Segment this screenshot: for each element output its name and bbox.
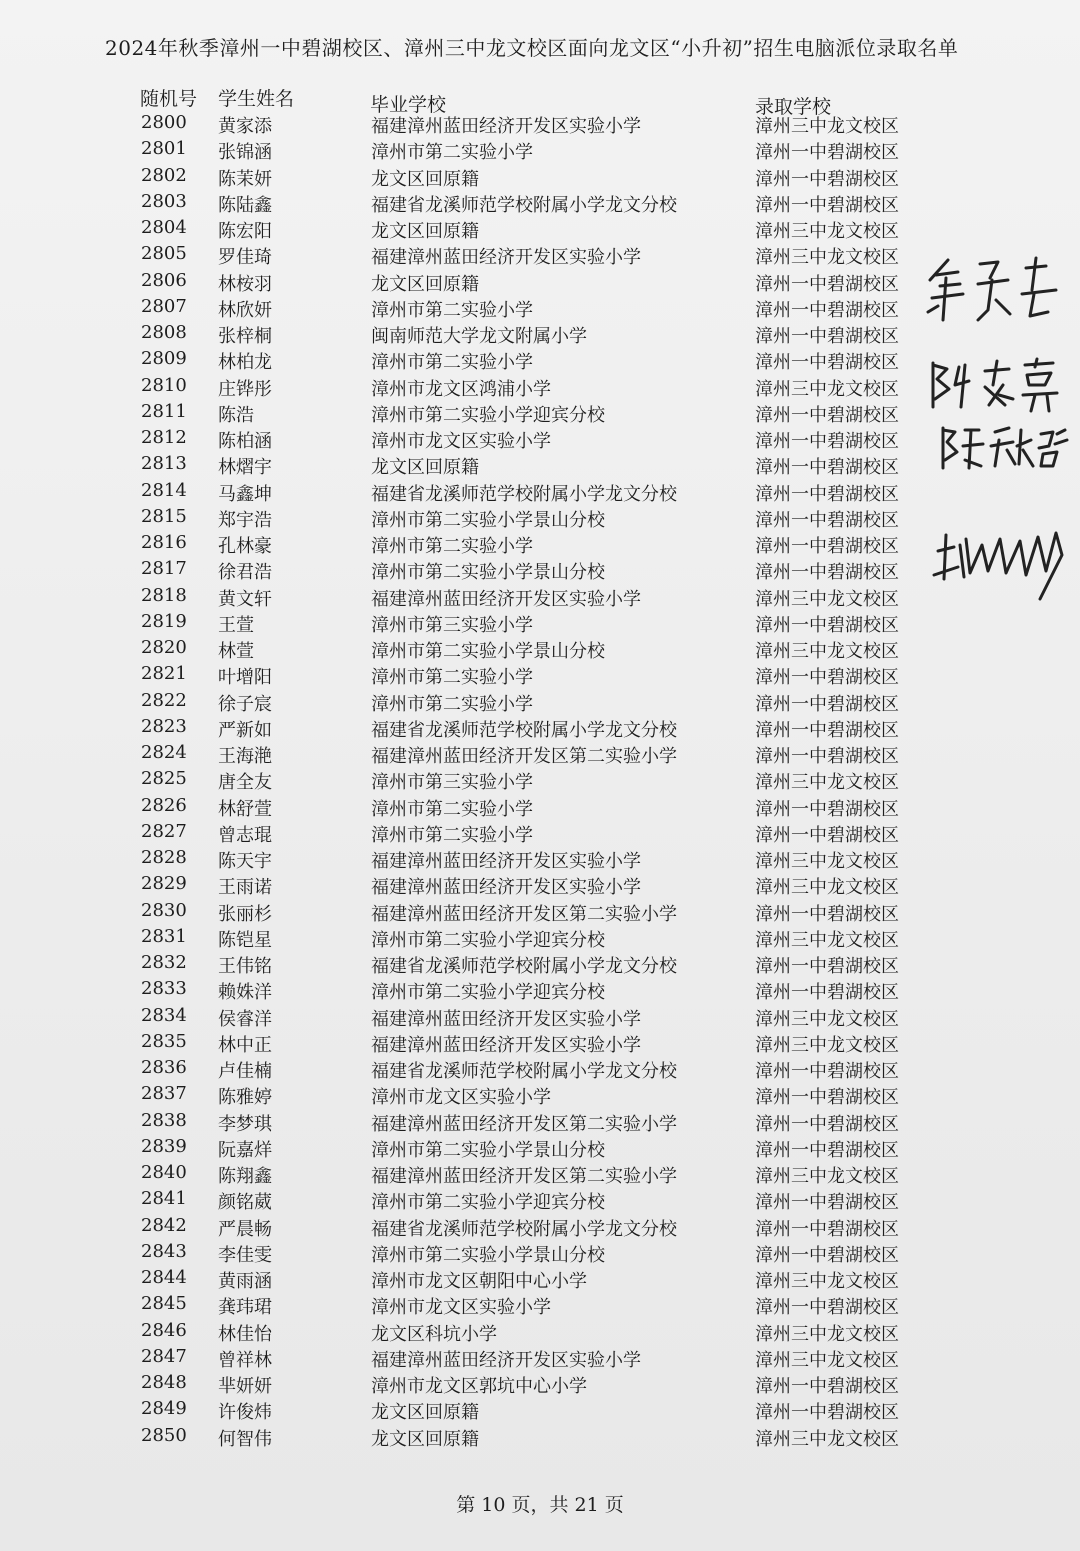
cell-admit: 漳州三中龙文校区 (755, 929, 899, 951)
cell-id: 2836 (141, 1057, 187, 1078)
cell-name: 张梓桐 (218, 326, 272, 347)
table-row (0, 1293, 1080, 1319)
cell-id: 2835 (141, 1030, 187, 1052)
cell-name: 芈妍妍 (218, 1376, 272, 1397)
cell-name: 叶增阳 (218, 667, 272, 689)
header-admit: 录取学校 (755, 96, 832, 118)
cell-admit: 漳州一中碧湖校区 (755, 667, 899, 689)
cell-admit: 漳州一中碧湖校区 (755, 614, 899, 636)
cell-name: 张丽杉 (218, 903, 272, 925)
cell-admit: 漳州三中龙文校区 (755, 1034, 899, 1056)
cell-admit: 漳州三中龙文校区 (755, 1271, 899, 1292)
cell-id: 2806 (141, 269, 187, 291)
cell-name: 唐全友 (218, 772, 272, 794)
cell-admit: 漳州一中碧湖校区 (755, 457, 899, 479)
cell-id: 2848 (141, 1372, 187, 1393)
cell-id: 2813 (141, 453, 187, 475)
cell-id: 2816 (141, 532, 187, 553)
cell-school: 福建漳州蓝田经济开发区实验小学 (371, 588, 641, 610)
cell-id: 2849 (141, 1398, 187, 1420)
cell-id: 2800 (141, 112, 187, 133)
cell-name: 严晨畅 (218, 1218, 272, 1240)
cell-name: 郑宇浩 (218, 509, 272, 531)
cell-id: 2826 (141, 794, 187, 816)
table-row (0, 506, 1080, 532)
cell-id: 2814 (141, 479, 187, 501)
cell-id: 2832 (141, 952, 187, 973)
cell-id: 2831 (141, 925, 187, 947)
cell-id: 2839 (141, 1135, 187, 1157)
table-row (0, 1320, 1080, 1346)
cell-admit: 漳州一中碧湖校区 (755, 1402, 899, 1424)
cell-id: 2824 (141, 742, 187, 763)
cell-school: 福建漳州蓝田经济开发区实验小学 (371, 851, 641, 872)
cell-name: 林舒萱 (218, 798, 272, 820)
cell-id: 2837 (141, 1083, 187, 1105)
cell-school: 漳州市第二实验小学 (371, 299, 533, 321)
cell-school: 福建省龙溪师范学校附属小学龙文分校 (371, 1218, 677, 1240)
cell-id: 2815 (141, 505, 187, 527)
table-row (0, 847, 1080, 873)
cell-name: 颜铭葳 (218, 1192, 272, 1214)
cell-id: 2828 (141, 847, 187, 868)
cell-school: 漳州市第二实验小学 (371, 536, 533, 557)
cell-admit: 漳州一中碧湖校区 (755, 719, 899, 741)
cell-admit: 漳州一中碧湖校区 (755, 824, 899, 846)
cell-school: 漳州市第二实验小学迎宾分校 (371, 1192, 605, 1214)
cell-school: 漳州市第二实验小学 (371, 693, 533, 715)
table-row (0, 1398, 1080, 1424)
cell-school: 漳州市龙文区实验小学 (371, 1297, 551, 1319)
cell-admit: 漳州一中碧湖校区 (755, 982, 899, 1004)
cell-id: 2802 (141, 164, 187, 186)
cell-name: 林中正 (218, 1034, 272, 1056)
table-row (0, 217, 1080, 243)
cell-school: 福建漳州蓝田经济开发区实验小学 (371, 116, 641, 137)
cell-admit: 漳州三中龙文校区 (755, 588, 899, 610)
cell-admit: 漳州一中碧湖校区 (755, 693, 899, 715)
table-row (0, 1031, 1080, 1057)
header-name: 学生姓名 (218, 88, 295, 110)
table-row (0, 1083, 1080, 1109)
cell-admit: 漳州一中碧湖校区 (755, 404, 899, 426)
cell-admit: 漳州三中龙文校区 (755, 1323, 899, 1345)
table-header (0, 84, 1080, 118)
cell-name: 何智伟 (218, 1428, 272, 1450)
cell-school: 龙文区回原籍 (371, 1402, 479, 1424)
table-row (0, 795, 1080, 821)
cell-name: 陈柏涵 (218, 431, 272, 452)
cell-admit: 漳州一中碧湖校区 (755, 352, 899, 374)
cell-name: 林柏龙 (218, 352, 272, 374)
cell-school: 福建漳州蓝田经济开发区实验小学 (371, 1349, 641, 1371)
table-row (0, 637, 1080, 663)
cell-id: 2801 (141, 138, 187, 160)
cell-school: 漳州市第二实验小学迎宾分校 (371, 404, 605, 426)
cell-name: 许俊炜 (218, 1402, 272, 1424)
cell-admit: 漳州一中碧湖校区 (755, 956, 899, 977)
cell-admit: 漳州一中碧湖校区 (755, 194, 899, 216)
cell-school: 福建漳州蓝田经济开发区第二实验小学 (371, 1113, 677, 1135)
cell-name: 王雨诺 (218, 877, 272, 899)
cell-school: 福建省龙溪师范学校附属小学龙文分校 (371, 194, 677, 216)
cell-name: 张锦涵 (218, 142, 272, 164)
cell-admit: 漳州三中龙文校区 (755, 877, 899, 899)
table-row (0, 742, 1080, 768)
table-row (0, 375, 1080, 401)
cell-admit: 漳州一中碧湖校区 (755, 509, 899, 531)
cell-admit: 漳州一中碧湖校区 (755, 142, 899, 164)
table-row (0, 401, 1080, 427)
table-row (0, 348, 1080, 374)
cell-name: 陈翔鑫 (218, 1166, 272, 1187)
cell-id: 2830 (141, 899, 187, 921)
table-row (0, 138, 1080, 164)
cell-id: 2829 (141, 873, 187, 895)
cell-name: 马鑫坤 (218, 483, 272, 505)
table-row (0, 1057, 1080, 1083)
cell-school: 漳州市第二实验小学迎宾分校 (371, 982, 605, 1004)
cell-id: 2818 (141, 584, 187, 606)
cell-school: 漳州市第二实验小学 (371, 142, 533, 164)
cell-admit: 漳州一中碧湖校区 (755, 1297, 899, 1319)
cell-school: 福建漳州蓝田经济开发区实验小学 (371, 1008, 641, 1030)
cell-id: 2807 (141, 295, 187, 317)
table-row (0, 1110, 1080, 1136)
cell-admit: 漳州三中龙文校区 (755, 641, 899, 662)
cell-name: 徐君浩 (218, 562, 272, 584)
cell-school: 福建省龙溪师范学校附属小学龙文分校 (371, 719, 677, 741)
cell-school: 漳州市第三实验小学 (371, 614, 533, 636)
cell-id: 2803 (141, 190, 187, 212)
cell-name: 卢佳楠 (218, 1061, 272, 1082)
cell-admit: 漳州三中龙文校区 (755, 247, 899, 269)
cell-id: 2809 (141, 348, 187, 370)
cell-name: 阮嘉烊 (218, 1139, 272, 1161)
cell-name: 林桉羽 (218, 273, 272, 295)
cell-school: 漳州市第二实验小学景山分校 (371, 1139, 605, 1161)
cell-id: 2833 (141, 978, 187, 1000)
cell-admit: 漳州一中碧湖校区 (755, 299, 899, 321)
cell-school: 漳州市第二实验小学 (371, 798, 533, 820)
cell-admit: 漳州三中龙文校区 (755, 851, 899, 872)
cell-school: 福建漳州蓝田经济开发区实验小学 (371, 247, 641, 269)
cell-name: 黄文轩 (218, 588, 272, 610)
cell-name: 李梦琪 (218, 1113, 272, 1135)
cell-id: 2841 (141, 1188, 187, 1210)
cell-name: 龚玮珺 (218, 1297, 272, 1319)
table-row (0, 1215, 1080, 1241)
cell-school: 漳州市第三实验小学 (371, 772, 533, 794)
cell-id: 2808 (141, 322, 187, 343)
cell-admit: 漳州一中碧湖校区 (755, 1376, 899, 1397)
table-row (0, 585, 1080, 611)
cell-id: 2834 (141, 1004, 187, 1026)
cell-id: 2820 (141, 637, 187, 658)
cell-admit: 漳州一中碧湖校区 (755, 431, 899, 452)
cell-id: 2850 (141, 1424, 187, 1446)
cell-id: 2822 (141, 689, 187, 711)
table-row (0, 768, 1080, 794)
cell-id: 2817 (141, 558, 187, 580)
cell-admit: 漳州一中碧湖校区 (755, 562, 899, 584)
cell-id: 2840 (141, 1162, 187, 1183)
cell-id: 2845 (141, 1293, 187, 1315)
cell-school: 福建省龙溪师范学校附属小学龙文分校 (371, 956, 677, 977)
cell-school: 漳州市第二实验小学景山分校 (371, 641, 605, 662)
cell-school: 漳州市第二实验小学景山分校 (371, 562, 605, 584)
cell-id: 2810 (141, 374, 187, 396)
cell-admit: 漳州一中碧湖校区 (755, 273, 899, 295)
cell-admit: 漳州一中碧湖校区 (755, 1218, 899, 1240)
cell-school: 龙文区科坑小学 (371, 1323, 497, 1345)
cell-id: 2819 (141, 610, 187, 632)
cell-id: 2812 (141, 427, 187, 448)
cell-school: 龙文区回原籍 (371, 457, 479, 479)
cell-name: 严新如 (218, 719, 272, 741)
cell-admit: 漳州一中碧湖校区 (755, 1244, 899, 1266)
cell-admit: 漳州三中龙文校区 (755, 221, 899, 242)
table-row (0, 1346, 1080, 1372)
cell-admit: 漳州一中碧湖校区 (755, 903, 899, 925)
cell-school: 漳州市第二实验小学 (371, 824, 533, 846)
signature-1 (918, 250, 1068, 330)
cell-admit: 漳州一中碧湖校区 (755, 1061, 899, 1082)
cell-name: 曾祥林 (218, 1349, 272, 1371)
cell-id: 2805 (141, 243, 187, 265)
cell-admit: 漳州三中龙文校区 (755, 1349, 899, 1371)
cell-name: 黄雨涵 (218, 1271, 272, 1292)
cell-id: 2838 (141, 1109, 187, 1131)
cell-admit: 漳州一中碧湖校区 (755, 483, 899, 505)
table-row (0, 165, 1080, 191)
table-row (0, 1136, 1080, 1162)
table-row (0, 690, 1080, 716)
table-row (0, 926, 1080, 952)
cell-admit: 漳州一中碧湖校区 (755, 536, 899, 557)
cell-admit: 漳州一中碧湖校区 (755, 798, 899, 820)
table-row (0, 558, 1080, 584)
cell-id: 2825 (141, 768, 187, 790)
cell-name: 陈铠星 (218, 929, 272, 951)
cell-name: 陈天宇 (218, 851, 272, 872)
cell-admit: 漳州一中碧湖校区 (755, 1139, 899, 1161)
cell-school: 漳州市第二实验小学景山分校 (371, 509, 605, 531)
cell-id: 2811 (141, 400, 187, 422)
table-row (0, 1188, 1080, 1214)
cell-id: 2804 (141, 217, 187, 238)
cell-name: 黄家添 (218, 116, 272, 137)
cell-admit: 漳州一中碧湖校区 (755, 1192, 899, 1214)
cell-name: 侯睿洋 (218, 1008, 272, 1030)
table-row (0, 978, 1080, 1004)
cell-name: 徐子宸 (218, 693, 272, 715)
cell-school: 漳州市第二实验小学 (371, 667, 533, 689)
cell-name: 陈浩 (218, 404, 254, 426)
cell-id: 2843 (141, 1240, 187, 1262)
table-row (0, 1425, 1080, 1451)
cell-school: 龙文区回原籍 (371, 221, 479, 242)
cell-id: 2847 (141, 1345, 187, 1367)
cell-name: 庄铧彤 (218, 378, 272, 400)
cell-id: 2823 (141, 715, 187, 737)
cell-name: 孔林豪 (218, 536, 272, 557)
cell-admit: 漳州一中碧湖校区 (755, 1113, 899, 1135)
cell-school: 福建省龙溪师范学校附属小学龙文分校 (371, 483, 677, 505)
table-row (0, 663, 1080, 689)
cell-admit: 漳州三中龙文校区 (755, 1166, 899, 1187)
cell-id: 2844 (141, 1267, 187, 1288)
cell-name: 陈茉妍 (218, 168, 272, 190)
cell-school: 福建漳州蓝田经济开发区第二实验小学 (371, 903, 677, 925)
cell-name: 赖姝洋 (218, 982, 272, 1004)
cell-school: 漳州市龙文区郭坑中心小学 (371, 1376, 587, 1397)
page-footer: 第 10 页，共 21 页 (456, 1494, 624, 1516)
table-row (0, 873, 1080, 899)
cell-admit: 漳州一中碧湖校区 (755, 326, 899, 347)
table-row (0, 453, 1080, 479)
table-row (0, 716, 1080, 742)
cell-id: 2846 (141, 1319, 187, 1341)
table-row (0, 611, 1080, 637)
table-row (0, 900, 1080, 926)
cell-school: 漳州市第二实验小学景山分校 (371, 1244, 605, 1266)
cell-name: 王伟铭 (218, 956, 272, 977)
cell-school: 龙文区回原籍 (371, 273, 479, 295)
table-row (0, 1267, 1080, 1293)
cell-name: 陈宏阳 (218, 221, 272, 242)
table-row (0, 1372, 1080, 1398)
cell-id: 2842 (141, 1214, 187, 1236)
cell-admit: 漳州三中龙文校区 (755, 772, 899, 794)
cell-admit: 漳州一中碧湖校区 (755, 746, 899, 767)
cell-school: 漳州市龙文区鸿浦小学 (371, 378, 551, 400)
cell-name: 林佳怡 (218, 1323, 272, 1345)
cell-name: 王海滟 (218, 746, 272, 767)
table-row (0, 821, 1080, 847)
table-row (0, 191, 1080, 217)
cell-name: 林熠宇 (218, 457, 272, 479)
table-row (0, 1241, 1080, 1267)
cell-school: 闽南师范大学龙文附属小学 (371, 326, 587, 347)
cell-school: 漳州市龙文区实验小学 (371, 431, 551, 452)
cell-admit: 漳州一中碧湖校区 (755, 1087, 899, 1109)
signature-4 (930, 515, 1080, 610)
table-row (0, 112, 1080, 138)
cell-admit: 漳州一中碧湖校区 (755, 168, 899, 190)
signature-2 (925, 355, 1065, 415)
cell-admit: 漳州三中龙文校区 (755, 1008, 899, 1030)
cell-id: 2827 (141, 820, 187, 842)
cell-name: 王萱 (218, 614, 254, 636)
cell-school: 漳州市龙文区朝阳中心小学 (371, 1271, 587, 1292)
cell-name: 李佳雯 (218, 1244, 272, 1266)
cell-school: 福建漳州蓝田经济开发区第二实验小学 (371, 746, 677, 767)
table-row (0, 1162, 1080, 1188)
cell-school: 福建省龙溪师范学校附属小学龙文分校 (371, 1061, 677, 1082)
cell-school: 漳州市龙文区实验小学 (371, 1087, 551, 1109)
cell-school: 龙文区回原籍 (371, 168, 479, 190)
cell-school: 福建漳州蓝田经济开发区实验小学 (371, 877, 641, 899)
signature-3 (935, 420, 1070, 475)
cell-admit: 漳州三中龙文校区 (755, 116, 899, 137)
table-row (0, 532, 1080, 558)
table-row (0, 1005, 1080, 1031)
cell-id: 2821 (141, 663, 187, 685)
header-school: 毕业学校 (370, 94, 447, 116)
table-row (0, 480, 1080, 506)
cell-name: 陈陆鑫 (218, 194, 272, 216)
cell-school: 福建漳州蓝田经济开发区第二实验小学 (371, 1166, 677, 1187)
cell-name: 曾志琨 (218, 824, 272, 846)
cell-school: 漳州市第二实验小学 (371, 352, 533, 374)
table-row (0, 427, 1080, 453)
cell-school: 龙文区回原籍 (371, 1428, 479, 1450)
cell-admit: 漳州三中龙文校区 (755, 1428, 899, 1450)
page-title: 2024年秋季漳州一中碧湖校区、漳州三中龙文校区面向龙文区“小升初”招生电脑派位录取名单 (105, 36, 959, 60)
cell-admit: 漳州三中龙文校区 (755, 378, 899, 400)
cell-school: 福建漳州蓝田经济开发区实验小学 (371, 1034, 641, 1056)
cell-name: 罗佳琦 (218, 247, 272, 269)
header-id: 随机号 (140, 88, 198, 110)
cell-school: 漳州市第二实验小学迎宾分校 (371, 929, 605, 951)
cell-name: 林欣妍 (218, 299, 272, 321)
table-row (0, 952, 1080, 978)
cell-name: 林萱 (218, 641, 254, 662)
cell-name: 陈雅婷 (218, 1087, 272, 1109)
